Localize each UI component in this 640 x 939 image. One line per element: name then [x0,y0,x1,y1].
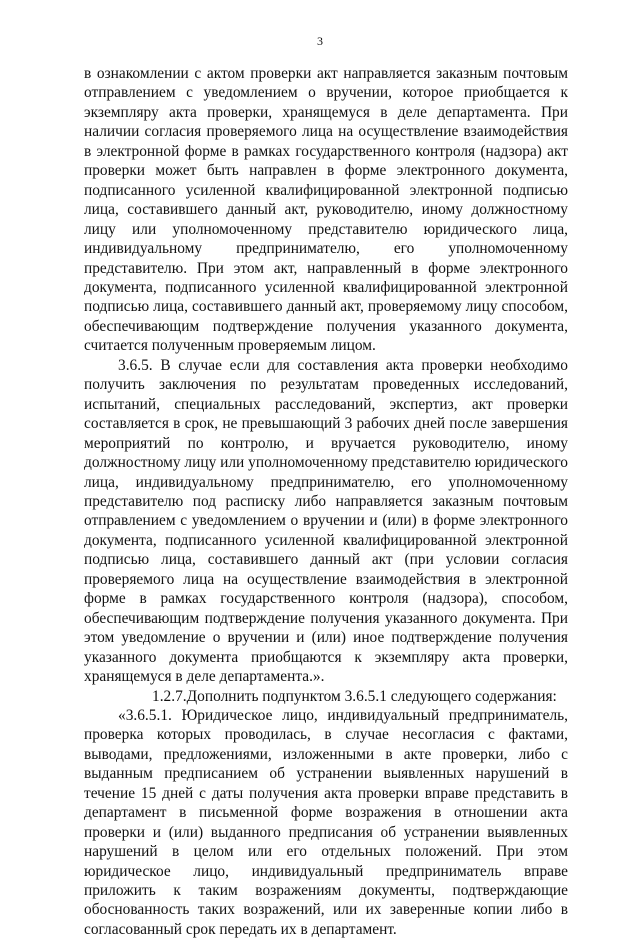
page-number: 3 [317,34,323,48]
document-body [84,64,568,939]
paragraph-1-2-7 [84,687,568,706]
paragraph-3-6-5: 3.6.5. В случае если для составления акта проверки необходимо получить заключения по результатам проведенных исследований, испытаний, специальных расследований, экспертиз, акт проверки составляется в срок, не превышающий 3 рабочих дней после завершения мероприятий по контролю, и вручается руководителю, иному должностному лицу или уполномоченному представителю юридического лица, индивидуальному предпринимателю, его уполномоченному представителю под расписку либо направляется заказным почтовым отправлением с уведомлением о вручении и (или) в форме электронного документа, подписанного усиленной квалифицированной электронной подписью лица, составившего данный акт (при условии согласия проверяемого лица на осуществление взаимодействия в электронной форме в рамках государственного контроля (надзора), способом, обеспечивающим подтверждение получения указанного документа. При этом уведомление о вручении и (или) иное подтверждение получения указанного документа приобщаются к экземпляру акта проверки, хранящемуся в деле департамента.». [84,356,568,686]
paragraph-number: 1.2.7. [152,687,187,705]
paragraph-3-6-5-1: «3.6.5.1. Юридическое лицо, индивидуальный предприниматель, проверка которых проводилась, в случае несогласия с фактами, выводами, предложениями, изложенными в акте проверки, либо с выданным предписанием об устранении выявленных нарушений в течение 15 дней с даты получения акта проверки вправе представить в департамент в письменной форме возражения в отношении акта проверки и (или) выданного предписания об устранении выявленных нарушений в целом или его отдельных положений. При этом юридическое лицо, индивидуальный предприниматель вправе приложить к таким возражениям документы, подтверждающие обоснованность таких возражений, или их заверенные копии либо в согласованный срок передать их в департамент. [84,706,568,938]
paragraph-text: Дополнить подпунктом 3.6.5.1 следующего содержания: [186,687,557,705]
paragraph-continuation: в ознакомлении с актом проверки акт направляется заказным почтовым отправлением с уведомлением о вручении, которое приобщается к экземпляру акта проверки, хранящемуся в деле департамента. При наличии согласия проверяемого лица на осуществление взаимодействия в электронной форме в рамках государственного контроля (надзора) акт проверки может быть направлен в форме электронного документа, подписанного усиленной квалифицированной электронной подписью лица, составившего данный акт, руководителю, иному должностному лицу или уполномоченному представителю юридического лица, индивидуальному предпринимателю, его уполномоченному представителю. При этом акт, направленный в форме электронного документа, подписанного усиленной квалифицированной электронной подписью лица, составившего данный акт, проверяемому лицу способом, обеспечивающим подтверждение получения указанного документа, считается полученным проверяемым лицом. [84,65,568,355]
